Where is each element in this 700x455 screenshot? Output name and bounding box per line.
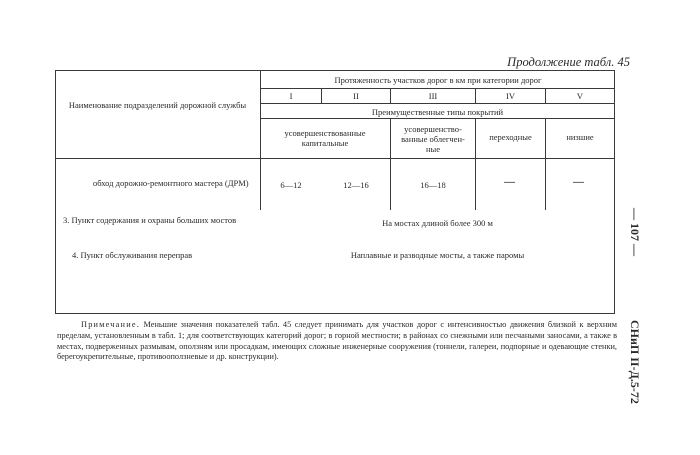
vrule-s12 [390, 118, 391, 210]
row-bridges-span: На мостах длиной более 300 м [382, 218, 493, 228]
row-drm-value-1: 6—12 [280, 180, 302, 190]
vrule-left [55, 70, 56, 314]
rule-bottom [55, 313, 615, 314]
category-1: I [289, 91, 293, 101]
caption: Продолжение табл. 45 [507, 55, 630, 69]
rule-surface [260, 103, 615, 104]
rule-cat [260, 88, 615, 89]
page-number: — 107 — [628, 208, 642, 256]
surface-type-1: усовершенствованные капитальные [284, 128, 366, 148]
rule-surface-types [260, 118, 615, 119]
surface-header: Преимущественные типы покрытий [371, 107, 504, 117]
row-bridges-label: 3. Пункт содержания и охраны больших мостов [63, 215, 237, 225]
category-4: IV [506, 91, 515, 101]
row-drm-label: обход дорожно-ремонтного мастера (ДРМ) [93, 178, 249, 188]
length-header: Протяженность участков дорог в км при категории дорог [334, 75, 542, 85]
note-title: Примечание. [81, 320, 140, 329]
row-drm-value-3: 16—18 [420, 180, 446, 190]
category-5: V [576, 91, 584, 101]
row-drm-value-5: — [573, 176, 584, 188]
surface-type-2: усовершенство-ванные облегчен-ные [401, 124, 465, 154]
rule-top [55, 70, 615, 71]
row-drm-value-4: — [504, 176, 515, 188]
surface-type-4: низшие [566, 132, 594, 142]
category-2: II [353, 91, 359, 101]
row-crossings-label: 4. Пункт обслуживания переправ [72, 250, 193, 260]
rule-header-bottom [55, 158, 615, 159]
vrule-right [614, 70, 615, 314]
surface-type-3: переходные [489, 132, 532, 142]
row-drm-value-2: 12—16 [343, 180, 369, 190]
row-crossings-span: Наплавные и разводные мосты, а также паромы [350, 250, 525, 260]
note-text: Меньшие значения показателей табл. 45 следует принимать для участков дорог с интенсивностью движения близкой к верхним пределам, установленным в табл. 1; для соответствующих категорий дорог; в горной местности; в районах со снежными или песчаными заносами, а также в местах, подверженных размывам, оползням или просадкам, имеющих сложные инженерные сооружения (тоннели, галереи, подпорные и одевающие стенки, берегоукрепительные, противооползневые и др. конструкции). [57, 320, 617, 362]
category-3: III [428, 91, 438, 101]
table [55, 70, 615, 314]
col0-header: Наименование подразделений дорожной службы [68, 100, 247, 110]
note [57, 320, 617, 363]
doc-code: СНиП II-Д.5-72 [628, 320, 642, 404]
